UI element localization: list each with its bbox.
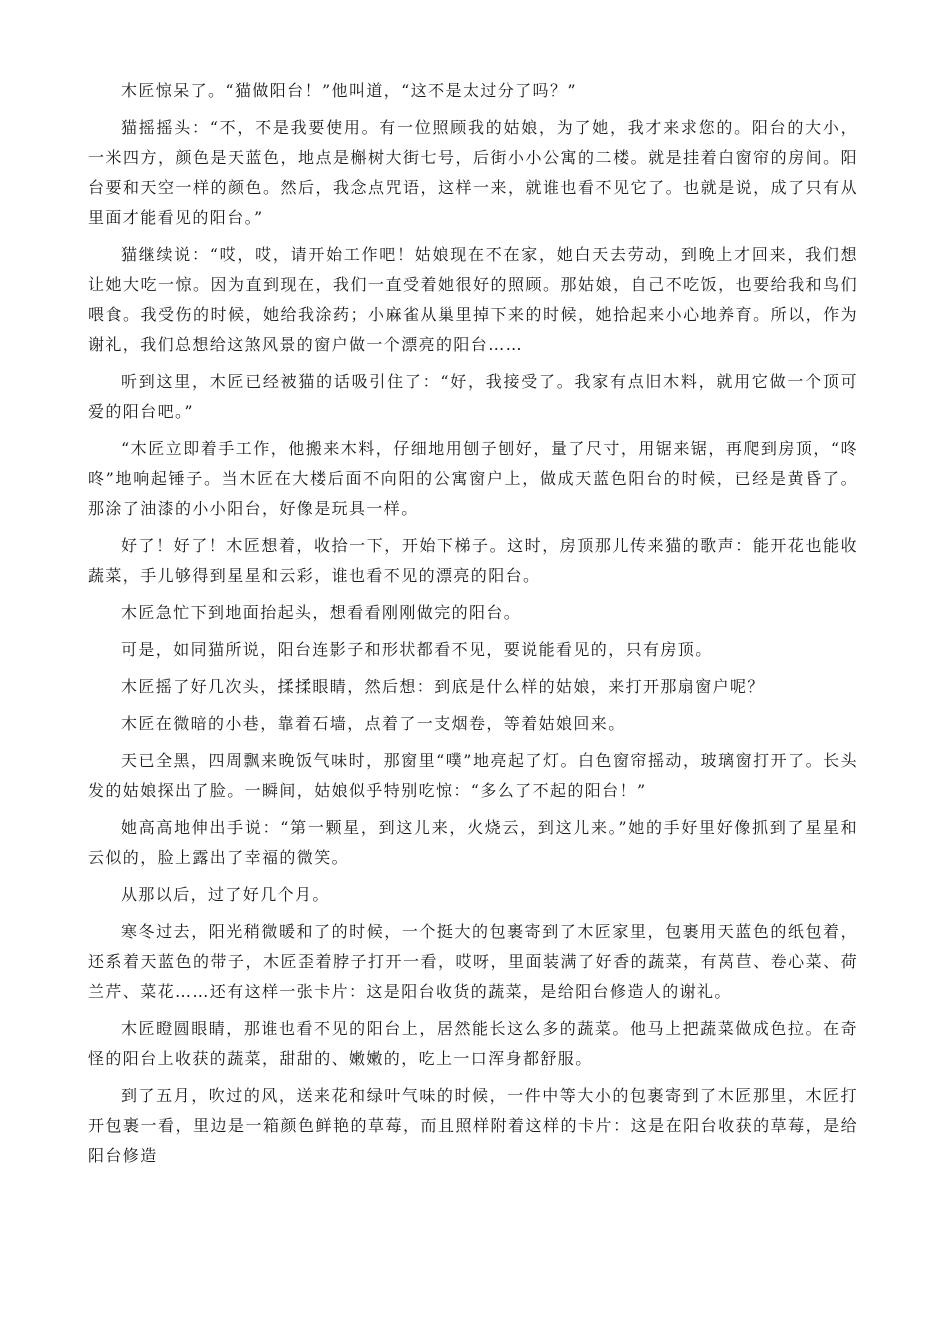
paragraph: 木匠摇了好几次头，揉揉眼睛，然后想：到底是什么样的姑娘，来打开那扇窗户呢？ xyxy=(121,677,765,696)
paragraph: 从那以后，过了好几个月。 xyxy=(121,885,330,904)
paragraph: 猫摇摇头：“不，不是我要使用。有一位照顾我的姑娘，为了她，我才来求您的。阳台的大小，一米四方，颜色是天蓝色，地点是槲树大街七号，后街小小公寓的二楼。就是挂着白窗帘的房间。阳台要和天空一样的颜色。然后，我念点咒语，这样一来，就谁也看不见它了。也就是说，成了只有从里面才能看见的阳台。” xyxy=(88,118,858,227)
paragraph: 猫继续说：“哎，哎，请开始工作吧！姑娘现在不在家，她白天去劳动，到晚上才回来，我们想让她大吃一惊。因为直到现在，我们一直受着她很好的照顾。那姑娘，自己不吃饭，也要给我和鸟们喂食。我受伤的时候，她给我涂药；小麻雀从巢里掉下来的时候，她拾起来小心地养育。所以，作为谢礼，我们总想给这煞风景的窗户做一个漂亮的阳台…… xyxy=(88,245,858,354)
paragraph: 到了五月，吹过的风，送来花和绿叶气味的时候，一件中等大小的包裹寄到了木匠那里，木匠打开包裹一看，里边是一箱颜色鲜艳的草莓，而且照样附着这样的卡片：这是在阳台收获的草莓，是给阳台修造 xyxy=(88,1086,858,1165)
paragraph: 木匠惊呆了。“猫做阳台！”他叫道，“这不是太过分了吗？” xyxy=(121,81,577,100)
paragraph: 听到这里，木匠已经被猫的话吸引住了：“好，我接受了。我家有点旧木料，就用它做一个顶可爱的阳台吧。” xyxy=(88,372,858,421)
paragraph: 木匠瞪圆眼睛，那谁也看不见的阳台上，居然能长这么多的蔬菜。他马上把蔬菜做成色拉。在奇怪的阳台上收获的蔬菜，甜甜的、嫩嫩的，吃上一口浑身都舒服。 xyxy=(88,1019,858,1068)
paragraph: 木匠在微暗的小巷，靠着石墙，点着了一支烟卷，等着姑娘回来。 xyxy=(121,714,626,733)
story-text xyxy=(88,76,858,1171)
paragraph: “木匠立即着手工作，他搬来木料，仔细地用刨子刨好，量了尺寸，用锯来锯，再爬到房顶，“咚咚”地响起锤子。当木匠在大楼后面不向阳的公寓窗户上，做成天蓝色阳台的时候，已经是黄昏了。那涂了油漆的小小阳台，好像是玩具一样。 xyxy=(88,439,858,518)
paragraph: 可是，如同猫所说，阳台连影子和形状都看不见，要说能看见的，只有房顶。 xyxy=(121,640,713,659)
paragraph: 她高高地伸出手说：“第一颗星，到这儿来，火烧云，到这儿来。”她的手好里好像抓到了星星和云似的，脸上露出了幸福的微笑。 xyxy=(88,818,858,867)
paragraph: 好了！好了！木匠想着，收拾一下，开始下梯子。这时，房顶那儿传来猫的歌声：能开花也能收蔬菜，手儿够得到星星和云彩，谁也看不见的漂亮的阳台。 xyxy=(88,536,858,585)
paragraph: 天已全黑，四周飘来晚饭气味时，那窗里“噗”地亮起了灯。白色窗帘摇动，玻璃窗打开了。长头发的姑娘探出了脸。一瞬间，姑娘似乎特别吃惊：“多么了不起的阳台！” xyxy=(88,751,858,800)
paragraph: 木匠急忙下到地面抬起头，想看看刚刚做完的阳台。 xyxy=(121,603,522,622)
paragraph: 寒冬过去，阳光稍微暖和了的时候，一个挺大的包裹寄到了木匠家里，包裹用天蓝色的纸包着，还系着天蓝色的带子，木匠歪着脖子打开一看，哎呀，里面装满了好香的蔬菜，有莴苣、卷心菜、荷兰芹、菜花……还有这样一张卡片：这是阳台收货的蔬菜，是给阳台修造人的谢礼。 xyxy=(88,922,858,1001)
